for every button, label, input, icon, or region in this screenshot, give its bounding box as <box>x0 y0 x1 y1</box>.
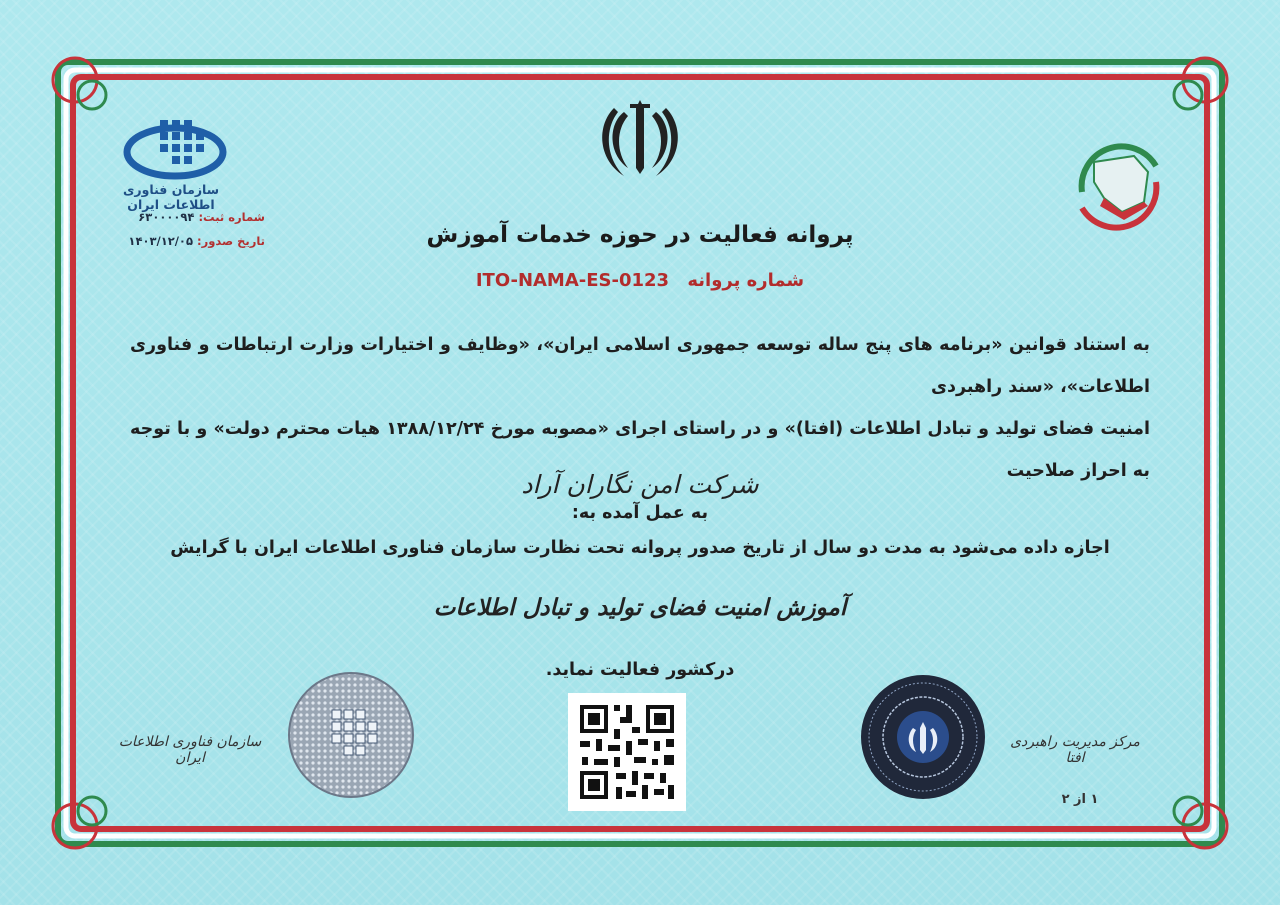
issue-date-label: تاریخ صدور: <box>197 234 265 248</box>
paragraph-line-1: به استناد قوانین «برنامه های پنج ساله توسعه جمهوری اسلامی ایران»، «وظایف و اختیارات وزارت ارتباطات و فناوری اطلاعات»، «سند راهبردی <box>130 335 1150 397</box>
iran-emblem-icon <box>594 94 686 180</box>
registration-number <box>105 210 265 224</box>
license-number <box>400 270 880 291</box>
issuer-org-name: سازمان فناوری اطلاعات ایران <box>122 182 220 212</box>
country-line: درکشور فعالیت نماید. <box>545 660 735 680</box>
qr-code-icon[interactable] <box>568 693 686 811</box>
signature-left: سازمان فناوری اطلاعات ایران <box>118 734 262 766</box>
iran-map-logo-icon <box>1064 132 1174 242</box>
afta-stamp-icon <box>858 672 988 802</box>
company-name: شرکت امن نگاران آراد <box>521 470 759 499</box>
registration-label: شماره ثبت: <box>198 210 265 224</box>
hologram-seal-icon <box>286 670 416 800</box>
page-title: پروانه فعالیت در حوزه خدمات آموزش <box>426 222 854 248</box>
license-label: شماره پروانه <box>687 270 805 291</box>
page-number: ۱ از ۲ <box>1061 792 1099 807</box>
issue-date <box>105 234 265 248</box>
legal-basis-paragraph <box>130 324 1150 534</box>
issue-date-value: ۱۴۰۳/۱۲/۰۵ <box>128 234 193 248</box>
paragraph-line-3: به عمل آمده به: <box>571 503 709 523</box>
license-code: ITO-NAMA-ES-0123 <box>475 270 670 291</box>
activity-field: آموزش امنیت فضای تولید و تبادل اطلاعات <box>433 594 847 621</box>
permission-text: اجازه داده می‌شود به مدت دو سال از تاریخ صدور پروانه تحت نظارت سازمان فناوری اطلاعات ایران با گرایش <box>170 538 1110 558</box>
registration-value: ۶۳۰۰۰۰۹۴ <box>138 210 195 224</box>
paragraph-line-2: امنیت فضای تولید و تبادل اطلاعات (افتا)» و در راستای اجرای «مصوبه مورخ ۱۳۸۸/۱۲/۲۴ هیات محترم دولت» و با توجه به احراز صلاحیت <box>130 419 1150 481</box>
ito-logo-icon <box>120 112 230 182</box>
signature-right: مرکز مدیریت راهبردی افتا <box>1010 734 1140 766</box>
